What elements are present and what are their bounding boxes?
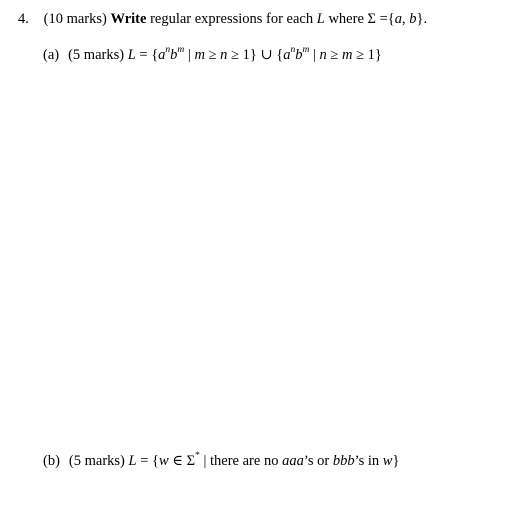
set1-a: a [158,47,166,63]
sigma-symbol: Σ [367,11,376,27]
set1-close: } [249,47,257,63]
part-b-text2: ’s or [303,453,333,469]
kleene-star: * [195,451,200,462]
part-b-label: (b) [43,453,60,469]
set1-open: { [151,47,159,63]
cond2-geq: ≥ [326,47,342,63]
set2-n-exp: n [290,45,296,56]
union-symbol: ∪ [256,47,277,63]
part-a [43,46,382,64]
set1-n-exp: n [165,45,171,56]
part-b-bbb: bbb [332,453,355,469]
cond2-geq2: ≥ [352,47,368,63]
part-b-aaa: aaa [282,453,304,469]
alphabet-close: }. [416,11,428,27]
alphabet-b: b [409,11,417,27]
part-b-set-open: { [152,453,159,469]
cond1-m: m [194,47,205,63]
set2-a: a [283,47,291,63]
part-b [43,452,399,470]
alphabet-open: { [387,11,395,27]
language-symbol: L [316,11,325,27]
instruction-text: regular expressions for each [150,11,314,27]
where-text: where [328,11,364,27]
alphabet-comma: , [401,11,410,27]
cond2-m: m [341,47,353,63]
set2-bar: | [309,47,320,63]
part-a-marks: (5 marks) [68,47,125,63]
instruction-bold: Write [110,11,147,27]
part-a-label: (a) [43,47,60,63]
question-marks: (10 marks) [43,11,107,27]
alphabet-a: a [394,11,402,27]
part-a-L: L [127,47,136,63]
part-a-eq: = [135,47,152,63]
cond1-one: 1 [242,47,250,63]
part-b-eq: = [136,453,153,469]
set1-m-exp: m [177,45,185,56]
set1-bar: | [184,47,195,63]
part-b-text3: ’s in [354,453,383,469]
cond1-geq: ≥ [204,47,221,63]
question-number: 4. [18,11,29,27]
set2-close: } [374,47,382,63]
part-b-sigma: Σ [186,453,196,469]
part-b-marks: (5 marks) [68,453,125,469]
element-of-symbol: ∈ [168,453,187,469]
cond1-geq2: ≥ [227,47,243,63]
question-header [18,10,427,28]
equals-sign: = [379,11,388,27]
set2-b: b [295,47,303,63]
part-b-L: L [128,453,137,469]
part-b-w: w [159,453,169,469]
set2-open: { [276,47,284,63]
set2-m-exp: m [302,45,310,56]
part-b-w2: w [382,453,393,469]
cond2-one: 1 [367,47,375,63]
set1-b: b [170,47,178,63]
part-b-set-close: } [392,453,400,469]
cond1-n: n [220,47,228,63]
part-b-bar: | [199,453,211,469]
cond2-n: n [319,47,327,63]
part-b-text1: there are no [210,453,283,469]
